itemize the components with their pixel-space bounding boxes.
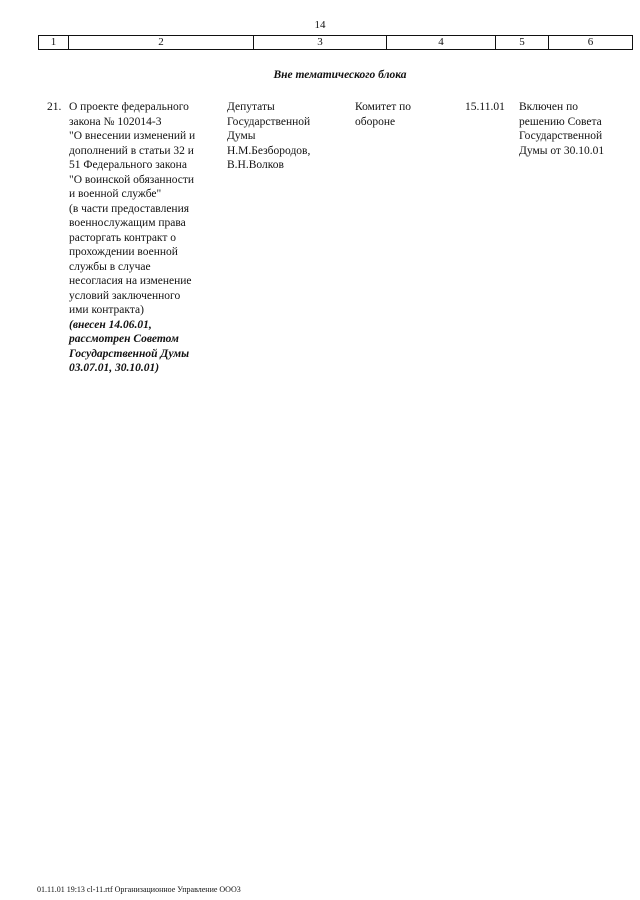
bill-description-line: (в части предоставления — [69, 202, 190, 215]
bill-description-line: 51 Федерального закона — [69, 159, 187, 171]
bill-description-line: несогласия на изменение — [69, 275, 192, 287]
bill-description-line: рассмотрен Советом — [69, 333, 179, 345]
bill-authors-line: Депутаты — [227, 101, 275, 113]
bill-description-line: "О воинской обязанности — [69, 173, 195, 186]
bill-description-line: прохождении военной — [69, 246, 178, 258]
inclusion-status-line: Думы от 30.10.01 — [519, 144, 605, 157]
bill-description-line: закона № 102014-3 — [69, 115, 162, 128]
column-number-6: 6 — [587, 36, 594, 48]
bill-description-line: 03.07.01, 30.10.01) — [69, 362, 160, 374]
column-number-5: 5 — [496, 36, 549, 49]
bill-authors-line: В.Н.Волков — [227, 159, 284, 171]
bill-description-line: Государственной Думы — [69, 347, 190, 360]
page-number: 14 — [314, 19, 326, 31]
bill-description-line: ими контракта) — [69, 304, 144, 316]
column-number-4: 4 — [387, 36, 496, 49]
bill-description-line: О проекте федерального — [69, 101, 189, 113]
bill-authors-line: Думы — [227, 130, 256, 142]
responsible-committee — [355, 100, 455, 129]
scheduled-date: 15.11.01 — [465, 101, 505, 113]
bill-description-line: военнослужащим права — [69, 217, 186, 229]
bill-authors-line: Н.М.Безбородов, — [227, 144, 311, 157]
responsible-committee-line: обороне — [355, 115, 396, 128]
column-number-3: 3 — [254, 36, 387, 49]
bill-description-line: условий заключенного — [69, 289, 181, 302]
bill-description — [69, 100, 219, 376]
bill-description-line: службы в случае — [69, 260, 151, 273]
section-title: Вне тематического блока — [273, 69, 407, 81]
column-number-2: 2 — [69, 36, 254, 49]
entry-number: 21. — [47, 101, 62, 113]
bill-authors — [227, 100, 337, 173]
column-number-1: 1 — [39, 36, 69, 49]
inclusion-status-line: Включен по — [519, 101, 578, 113]
column-number-header — [38, 35, 633, 50]
bill-authors-line: Государственной — [227, 115, 311, 128]
bill-description-line: и военной службе" — [69, 188, 162, 200]
responsible-committee-line: Комитет по — [355, 101, 411, 113]
bill-description-line: дополнений в статьи 32 и — [69, 144, 194, 157]
bill-description-line: "О внесении изменений и — [69, 130, 196, 142]
bill-description-line: расторгать контракт о — [69, 231, 177, 244]
inclusion-status — [519, 100, 629, 158]
inclusion-status-line: Государственной — [519, 130, 603, 142]
bill-description-line: (внесен 14.06.01, — [69, 318, 152, 331]
inclusion-status-line: решению Совета — [519, 115, 602, 128]
footer-print-info: 01.11.01 19:13 cl-11.rtf Организационное Управление ООО3 — [37, 885, 241, 894]
